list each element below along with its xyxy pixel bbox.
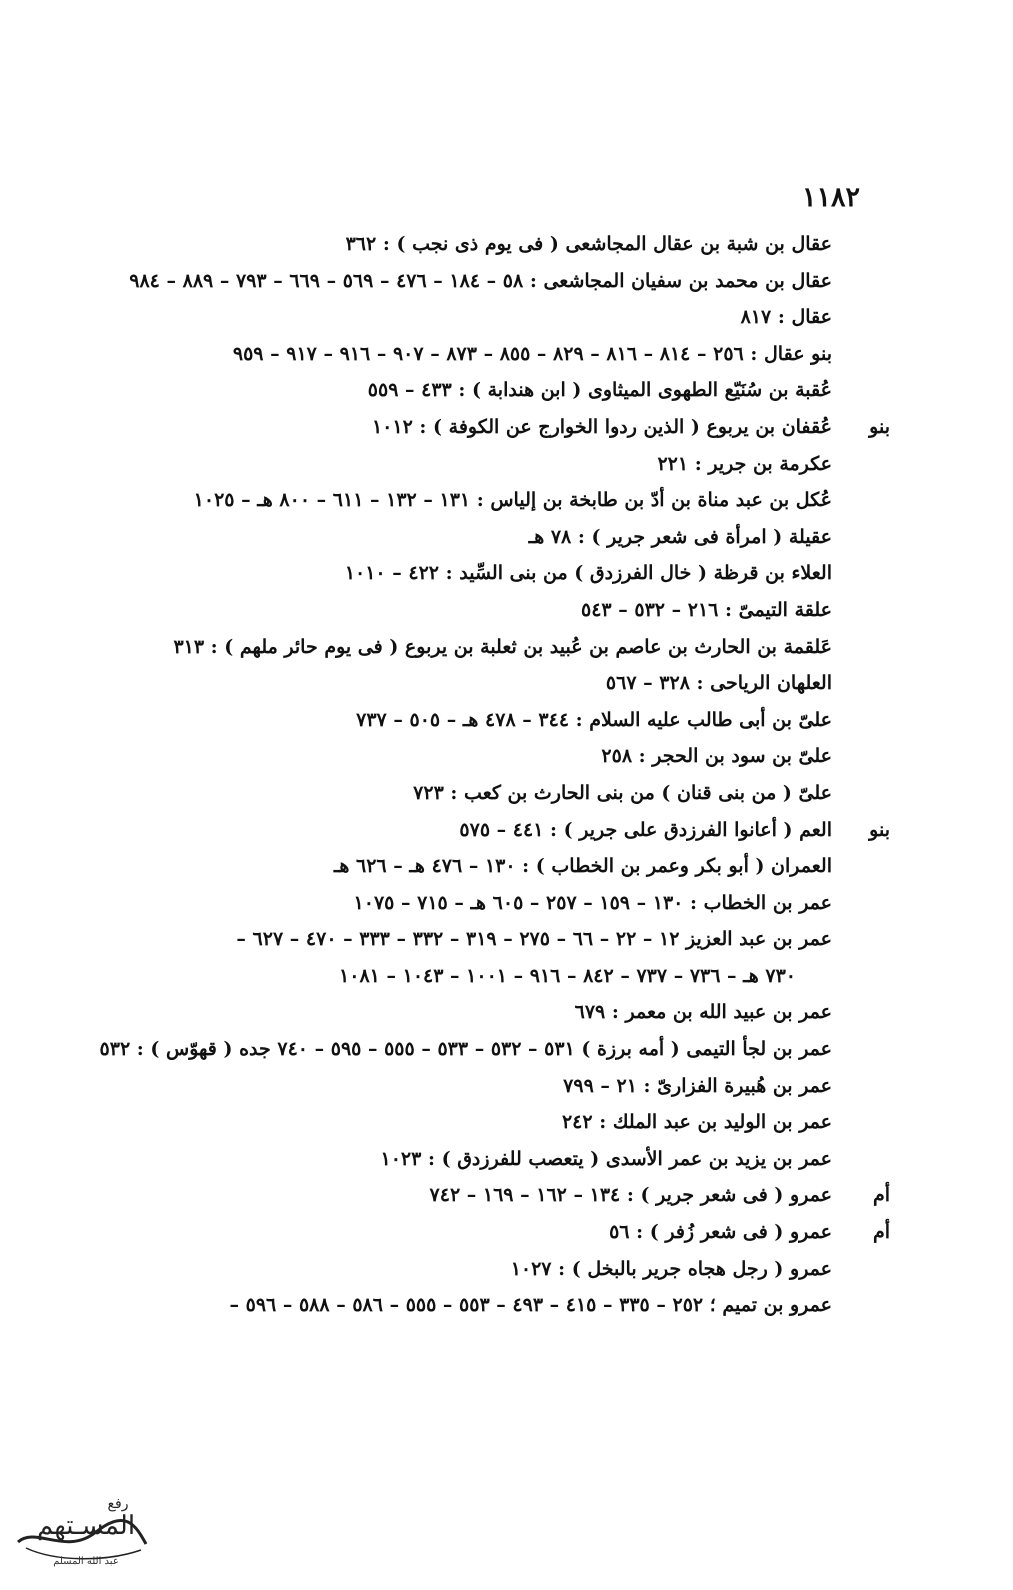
index-entry xyxy=(106,1068,836,1105)
index-entry xyxy=(106,1104,836,1141)
index-list xyxy=(99,226,890,1366)
index-entry xyxy=(106,1141,836,1178)
index-entry xyxy=(106,1251,836,1288)
entry-text: عُقبة بن سُنَيّع الطهوى الميثاوى ( ابن هندابة ) : ٤٣٣ – ٥٥٩ xyxy=(367,379,832,402)
entry-prefix: بنو xyxy=(869,415,890,438)
index-entry xyxy=(106,1287,836,1324)
index-entry xyxy=(106,226,836,263)
index-entry xyxy=(106,446,836,483)
entry-text: علىّ ( من بنى قنان ) من بنى الحارث بن كعب : ٧٢٣ xyxy=(413,781,832,804)
entry-prefix: بنو xyxy=(869,818,890,841)
index-entry xyxy=(106,848,836,885)
entry-text: عمرو ( رجل هجاه جرير بالبخل ) : ١٠٢٧ xyxy=(510,1257,832,1280)
entry-text: عمر بن هُبيرة الفزارىّ : ٢١ – ٧٩٩ xyxy=(563,1074,832,1097)
index-entry xyxy=(106,555,836,592)
index-entry xyxy=(106,299,836,336)
index-entry xyxy=(106,336,836,373)
index-entry xyxy=(106,921,836,958)
entry-text: عقال : ٨١٧ xyxy=(740,306,832,329)
index-entry xyxy=(106,812,890,849)
index-entry xyxy=(106,263,836,300)
entry-text: عمر بن يزيد بن عمر الأسدى ( يتعصب للفرزدق ) : ١٠٢٣ xyxy=(380,1147,832,1170)
entry-text: عمر بن عبيد الله بن معمر : ٦٧٩ xyxy=(574,1001,832,1024)
entry-text: عقيلة ( امرأة فى شعر جرير ) : ٧٨ هـ xyxy=(528,525,832,548)
stamp-line-1: المسـتهم xyxy=(36,1511,136,1541)
index-entry xyxy=(106,482,836,519)
entry-text: عمر بن لجأ التيمى ( أمه برزة ) ٥٣١ – ٥٣٢ – ٥٣٣ – ٥٥٥ – ٥٩٥ – ٧٤٠ جده ( قهوّس ) : ٥٣٢ xyxy=(99,1038,832,1061)
entry-text: العلهان الرياحى : ٣٢٨ – ٥٦٧ xyxy=(605,672,832,695)
entry-text: العمران ( أبو بكر وعمر بن الخطاب ) : ١٣٠ – ٤٧٦ هـ – ٦٢٦ هـ xyxy=(333,855,832,878)
index-entry xyxy=(106,738,836,775)
entry-text: علىّ بن أبى طالب عليه السلام : ٣٤٤ – ٤٧٨ هـ – ٥٠٥ – ٧٣٧ xyxy=(356,708,832,731)
entry-text: علىّ بن سود بن الحجر : ٢٥٨ xyxy=(601,745,832,768)
entry-text: علقة التيمىّ : ٢١٦ – ٥٣٢ – ٥٤٣ xyxy=(581,598,832,621)
entry-text: بنو عقال : ٢٥٦ – ٨١٤ – ٨١٦ – ٨٢٩ – ٨٥٥ – ٨٧٣ – ٩٠٧ – ٩١٦ – ٩١٧ – ٩٥٩ xyxy=(232,342,832,365)
entry-prefix: أم xyxy=(872,1184,890,1207)
page-number: ١١٨٢ xyxy=(801,182,860,213)
index-entry xyxy=(106,629,836,666)
index-entry xyxy=(106,1214,890,1251)
entry-text: ٧٣٠ هـ – ٧٣٦ – ٧٣٧ – ٨٤٢ – ٩١٦ – ١٠٠١ – ١٠٤٣ – ١٠٨١ xyxy=(339,964,796,987)
index-entry xyxy=(106,519,836,556)
entry-text: عمرو ( فى شعر زُفر ) : ٥٦ xyxy=(609,1221,832,1244)
index-entry xyxy=(106,592,836,629)
index-entry xyxy=(99,1031,836,1068)
stamp-line-2: رفع xyxy=(107,1496,129,1512)
index-entry xyxy=(106,702,836,739)
index-entry xyxy=(106,409,890,446)
entry-text: عقال بن شبة بن عقال المجاشعى ( فى يوم ذى نجب ) : ٣٦٢ xyxy=(345,233,832,255)
index-entry xyxy=(106,994,836,1031)
index-entry xyxy=(106,665,836,702)
stamp-logo xyxy=(6,1486,156,1568)
entry-text: العلاء بن قرظة ( خال الفرزدق ) من بنى السِّيد : ٤٢٢ – ١٠١٠ xyxy=(344,562,832,585)
entry-text: عُكل بن عبد مناة بن أدّ بن طابخة بن إلياس : ١٣١ – ١٣٢ – ٦١١ – ٨٠٠ هـ – ١٠٢٥ xyxy=(193,489,832,512)
index-entry xyxy=(106,885,836,922)
index-entry xyxy=(106,775,836,812)
entry-text: عمر بن عبد العزيز ١٢ – ٢٢ – ٦٦ – ٢٧٥ – ٣١٩ – ٣٣٢ – ٣٣٣ – ٤٧٠ – ٦٢٧ – xyxy=(236,928,832,951)
index-entry xyxy=(106,1177,890,1214)
entry-text: عمر بن الخطاب : ١٣٠ – ١٥٩ – ٢٥٧ – ٦٠٥ هـ – ٧١٥ – ١٠٧٥ xyxy=(353,891,832,914)
entry-text: عمر بن الوليد بن عبد الملك : ٢٤٢ xyxy=(561,1111,832,1134)
entry-text: عُقفان بن يربوع ( الذين ردوا الخوارج عن الكوفة ) : ١٠١٢ xyxy=(371,415,832,438)
entry-text: عَلقمة بن الحارث بن عاصم بن عُبيد بن ثعلبة بن يربوع ( فى يوم حائر ملهم ) : ٣١٣ xyxy=(173,635,832,658)
stamp-line-3: عبد الله المسلم xyxy=(53,1556,119,1567)
entry-text: عكرمة بن جرير : ٢٢١ xyxy=(657,452,832,475)
entry-text: عقال بن محمد بن سفيان المجاشعى : ٥٨ – ١٨٤ – ٤٧٦ – ٥٦٩ – ٦٦٩ – ٧٩٣ – ٨٨٩ – ٩٨٤ xyxy=(129,269,832,292)
entry-text: العم ( أعانوا الفرزدق على جرير ) : ٤٤١ – ٥٧٥ xyxy=(459,818,832,841)
index-entry xyxy=(106,372,836,409)
entry-prefix: أم xyxy=(872,1221,890,1244)
index-entry xyxy=(106,958,836,995)
entry-text: عمرو ( فى شعر جرير ) : ١٣٤ – ١٦٢ – ١٦٩ – ٧٤٢ xyxy=(429,1184,832,1207)
entry-text: عمرو بن تميم ؛ ٢٥٢ – ٣٣٥ – ٤١٥ – ٤٩٣ – ٥٥٣ – ٥٥٥ – ٥٨٦ – ٥٨٨ – ٥٩٦ – xyxy=(229,1294,832,1317)
